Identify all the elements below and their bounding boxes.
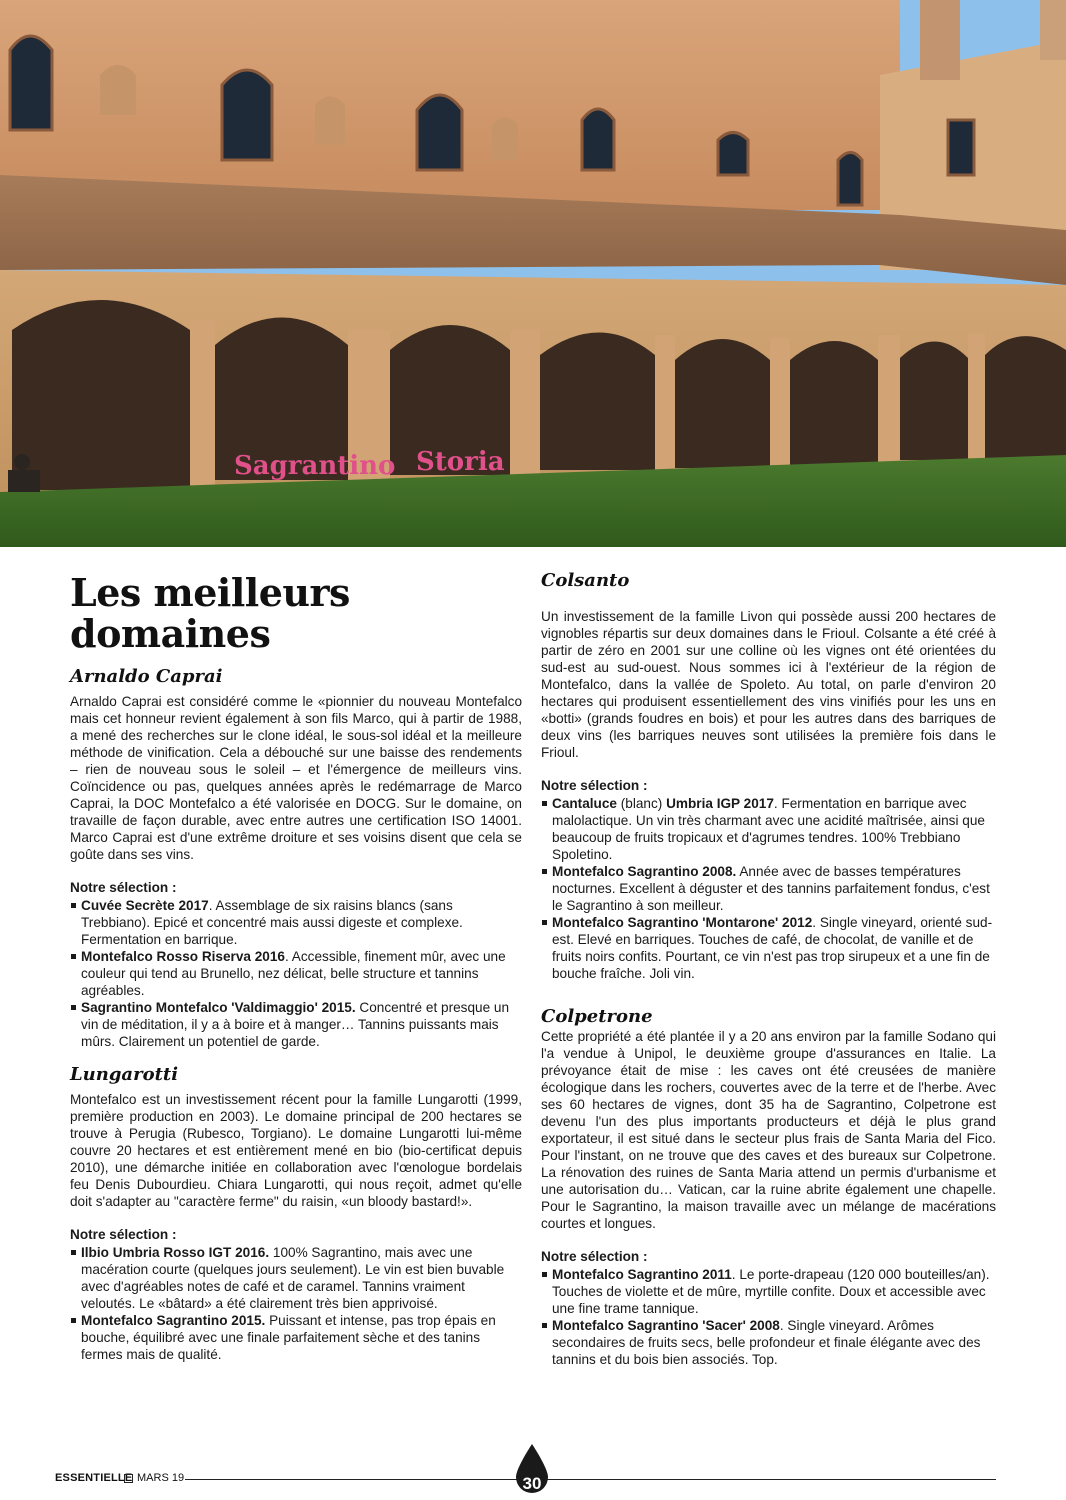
list-item: Montefalco Sagrantino 'Montarone' 2012. Single vineyard, orienté sud-est. Elevé en barriques. Touches de café, de chocolat, de vanille et de fruits noirs confits. Pourtant, ce vin n'est pas trop sirupeux et a une fin de bouche fraîche. Joli vin. <box>541 914 996 982</box>
cloister-illustration <box>0 0 1066 547</box>
list-item: Montefalco Sagrantino 2015. Puissant et intense, pas trop épais en bouche, équilibré avec une finale parfaitement sèche et des tanins fermes mais de qualité. <box>70 1312 522 1363</box>
selection-list <box>541 795 996 982</box>
section-body: Arnaldo Caprai est considéré comme le «pionnier du nouveau Montefalco mais cet honneur revient également à son fils Marco, qui à partir de 1988, a mené des recherches sur le clone idéal, le sous-sol idéal et la meilleure méthode de vinification. Cela a débouché sur une baisse des rendements – rien de nouveau sous le soleil – et l'émergence de meilleurs vins. Coïncidence ou pas, quelques années après le redémarrage de Marco Caprai, la DOC Montefalco a été valorisée en DOCG. Sur le domaine, on travaille de façon durable, avec entre autres une certification ISO 14001. Marco Caprai est d'une extrême droiture et ses voisins disent que cela se goûte dans ses vins. <box>70 694 522 862</box>
footer-rule <box>185 1479 996 1480</box>
section-body: Montefalco est un investissement récent pour la famille Lungarotti (1999, première production en 2003). Le domaine principal de 200 hectares se trouve à Perugia (Rubesco, Torgiano). Le domaine Lungarotti lui-même couvre 20 hectares et est entièrement mené en bio (bio-certificat depuis 2010), une démarche initiée en collaboration avec l'œnologue bordelais feu Denis Dubourdieu. Chiara Lungarotti, qui nous reçoit, admet qu'elle doit s'adapter au "caractère ferme" du raisin, «un bloody bastard!». <box>70 1092 522 1209</box>
section-arnaldo-caprai <box>70 666 522 1050</box>
hero-photo <box>0 0 1066 547</box>
issue-date: MARS 19 <box>137 1472 185 1484</box>
page-number: 30 <box>522 1474 542 1493</box>
separator-box-icon <box>124 1474 133 1483</box>
list-item: Sagrantino Montefalco 'Valdimaggio' 2015. Concentré et presque un vin de méditation, il y a à boire et à manger… Tannins puissants mais mûrs. Clairement un potentiel de garde. <box>70 999 522 1050</box>
right-column <box>541 570 996 1382</box>
section-body: Un investissement de la famille Livon qui possède aussi 200 hectares de vignobles répartis sur deux domaines dans le Frioul. Colsante a été créé à partir de zéro en 2001 sur une colline où les vignes ont été orientées du sud-est au sud-ouest. Nous sommes ici à l'extérieur de la région de Montefalco, dans la vallée de Spoleto. Au total, on parle d'environ 20 hectares qui produisent essentiellement des vins vinifiés pour les uns en «botti» (grands foudres en bois) et pour les autres dans des barriques de deux vins (les barriques neuves sont utilisées la première fois dans le Frioul. <box>541 609 996 760</box>
page-title: Les meilleurs domaines <box>70 570 350 656</box>
list-item: Cuvée Secrète 2017. Assemblage de six raisins blancs (sans Trebbiano). Epicé et concentré mais aussi digeste et complexe. Fermentation en barrique. <box>70 897 522 948</box>
section-colsanto <box>541 570 996 982</box>
banner-sagrantino: Sagrantino <box>234 451 396 481</box>
section-body: Cette propriété a été plantée il y a 20 ans environ par la famille Sodano qui l'a vendue à Unipol, le deuxième groupe d'assurances en Italie. La prévoyance était de mise : les caves ont été creusées de manière écologique dans les rochers, couvertes avec de la terre et de l'herbe. Avec ses 60 hectares de vignes, dont 35 ha de Sagrantino, Colpetrone est devenu l'un des plus importants producteurs et déjà le plus grand exportateur, il est situé dans le secteur plus frais de Santa Maria del Fico. Pour l'instant, on ne trouve que des caves et des bureaux sur Colpetrone. La rénovation des ruines de Santa Maria attend un permis d'urbanisme et une autorisation du… Vatican, car la ruine abrite également une chapelle. Pour le Sagrantino, la maison travaille avec un mélange de macérations courtes et longues. <box>541 1029 996 1231</box>
section-title: Lungarotti <box>70 1064 179 1085</box>
selection-heading: Notre sélection : <box>541 778 648 793</box>
selection-list <box>70 897 522 1050</box>
list-item: Montefalco Sagrantino 'Sacer' 2008. Single vineyard. Arômes secondaires de fruits secs, belle profondeur et finale élégante avec des tannins et du bois bien associés. Top. <box>541 1317 996 1368</box>
selection-heading: Notre sélection : <box>541 1249 648 1264</box>
section-title: Colpetrone <box>541 1006 653 1027</box>
section-lungarotti <box>70 1064 522 1363</box>
list-item: Montefalco Rosso Riserva 2016. Accessible, finement mûr, avec une couleur qui tend au Brunello, nez délicat, belle structure et tannins agréables. <box>70 948 522 999</box>
selection-list <box>70 1244 522 1363</box>
selection-heading: Notre sélection : <box>70 880 177 895</box>
section-title: Arnaldo Caprai <box>70 666 223 687</box>
list-item: Ilbio Umbria Rosso IGT 2016. 100% Sagrantino, mais avec une macération courte (quelques jours seulement). Le vin est bien buvable avec d'agréables notes de café et de caramel. Tannins vraiment veloutés. Le «bâtard» a été clairement très bien apprivoisé. <box>70 1244 522 1312</box>
left-column <box>70 570 522 1377</box>
list-item: Cantaluce (blanc) Umbria IGP 2017. Fermentation en barrique avec malolactique. Un vin très charmant avec une acidité maîtrisée, ainsi que beaucoup de fruits tropicaux et d'agrumes tendres. 100% Trebbiano Spoletino. <box>541 795 996 863</box>
magazine-name: ESSENTIELLE <box>55 1472 133 1484</box>
list-item: Montefalco Sagrantino 2011. Le porte-drapeau (120 000 bouteilles/an). Touches de violette et de mûre, myrtille confite. Doux et accessible avec une fine trame tannique. <box>541 1266 996 1317</box>
page-footer <box>55 1468 996 1498</box>
selection-list <box>541 1266 996 1368</box>
section-title: Colsanto <box>541 570 630 591</box>
banner-storia: Storia <box>416 447 505 477</box>
section-colpetrone <box>541 1006 996 1368</box>
selection-heading: Notre sélection : <box>70 1227 177 1242</box>
list-item: Montefalco Sagrantino 2008. Année avec de basses températures nocturnes. Excellent à déguster et des tannins parfaitement fondus, c'est le Sagrantino à son meilleur. <box>541 863 996 914</box>
